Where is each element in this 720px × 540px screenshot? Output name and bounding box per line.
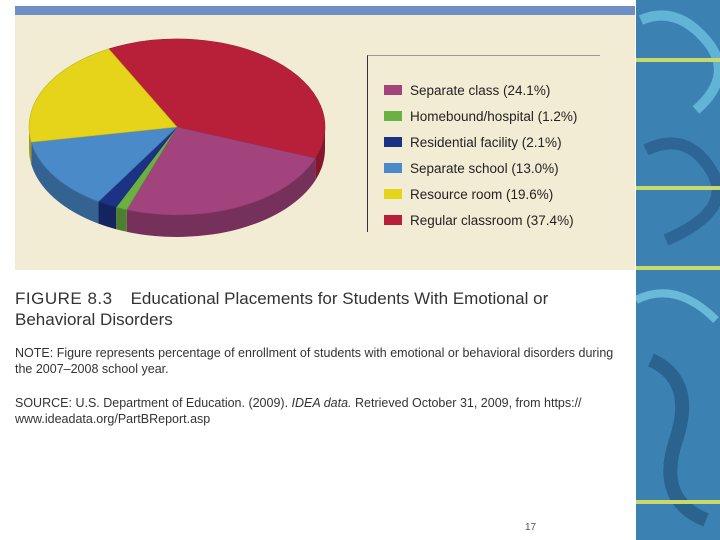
figure-caption [15,288,615,330]
legend-item [384,210,574,230]
top-accent-bar [15,6,635,15]
legend-label: Separate class (24.1%) [410,82,551,98]
legend-label: Homebound/hospital (1.2%) [410,108,578,124]
pie-slice-side [116,207,127,232]
source-prefix: U.S. Department of Education. (2009). [75,396,289,410]
pie-chart [15,15,375,270]
figure-panel [15,15,635,270]
abstract-pattern-icon [636,0,720,540]
figure-label: FIGURE 8.3 [15,289,113,308]
legend-swatch [384,137,402,147]
legend-item [384,132,562,152]
chart-legend [367,55,600,232]
source-suffix: Retrieved October 31, 2009, from https:// www.ideadata.org/PartBReport.asp [15,396,582,426]
legend-item [384,158,559,178]
legend-label: Resource room (19.6%) [410,186,554,202]
legend-item [384,184,553,204]
legend-swatch [384,111,402,121]
figure-note [15,345,625,377]
note-body: Figure represents percentage of enrollment of students with emotional or behavioral disorders during the 2007–2008 school year. [15,346,614,376]
legend-swatch [384,85,402,95]
decorative-side-panel [636,0,720,540]
figure-title: Educational Placements for Students With Emotional or Behavioral Disorders [15,289,549,329]
legend-swatch [384,215,402,225]
legend-label: Regular classroom (37.4%) [410,212,574,228]
source-italic: IDEA data. [291,396,352,410]
legend-item [384,106,577,126]
page-number: 17 [525,522,537,533]
legend-label: Residential facility (2.1%) [410,134,562,150]
source-label: SOURCE: [15,396,72,410]
legend-label: Separate school (13.0%) [410,160,559,176]
legend-item [384,80,550,100]
legend-swatch [384,189,402,199]
figure-source [15,395,625,427]
note-label: NOTE: [15,346,54,360]
legend-swatch [384,163,402,173]
